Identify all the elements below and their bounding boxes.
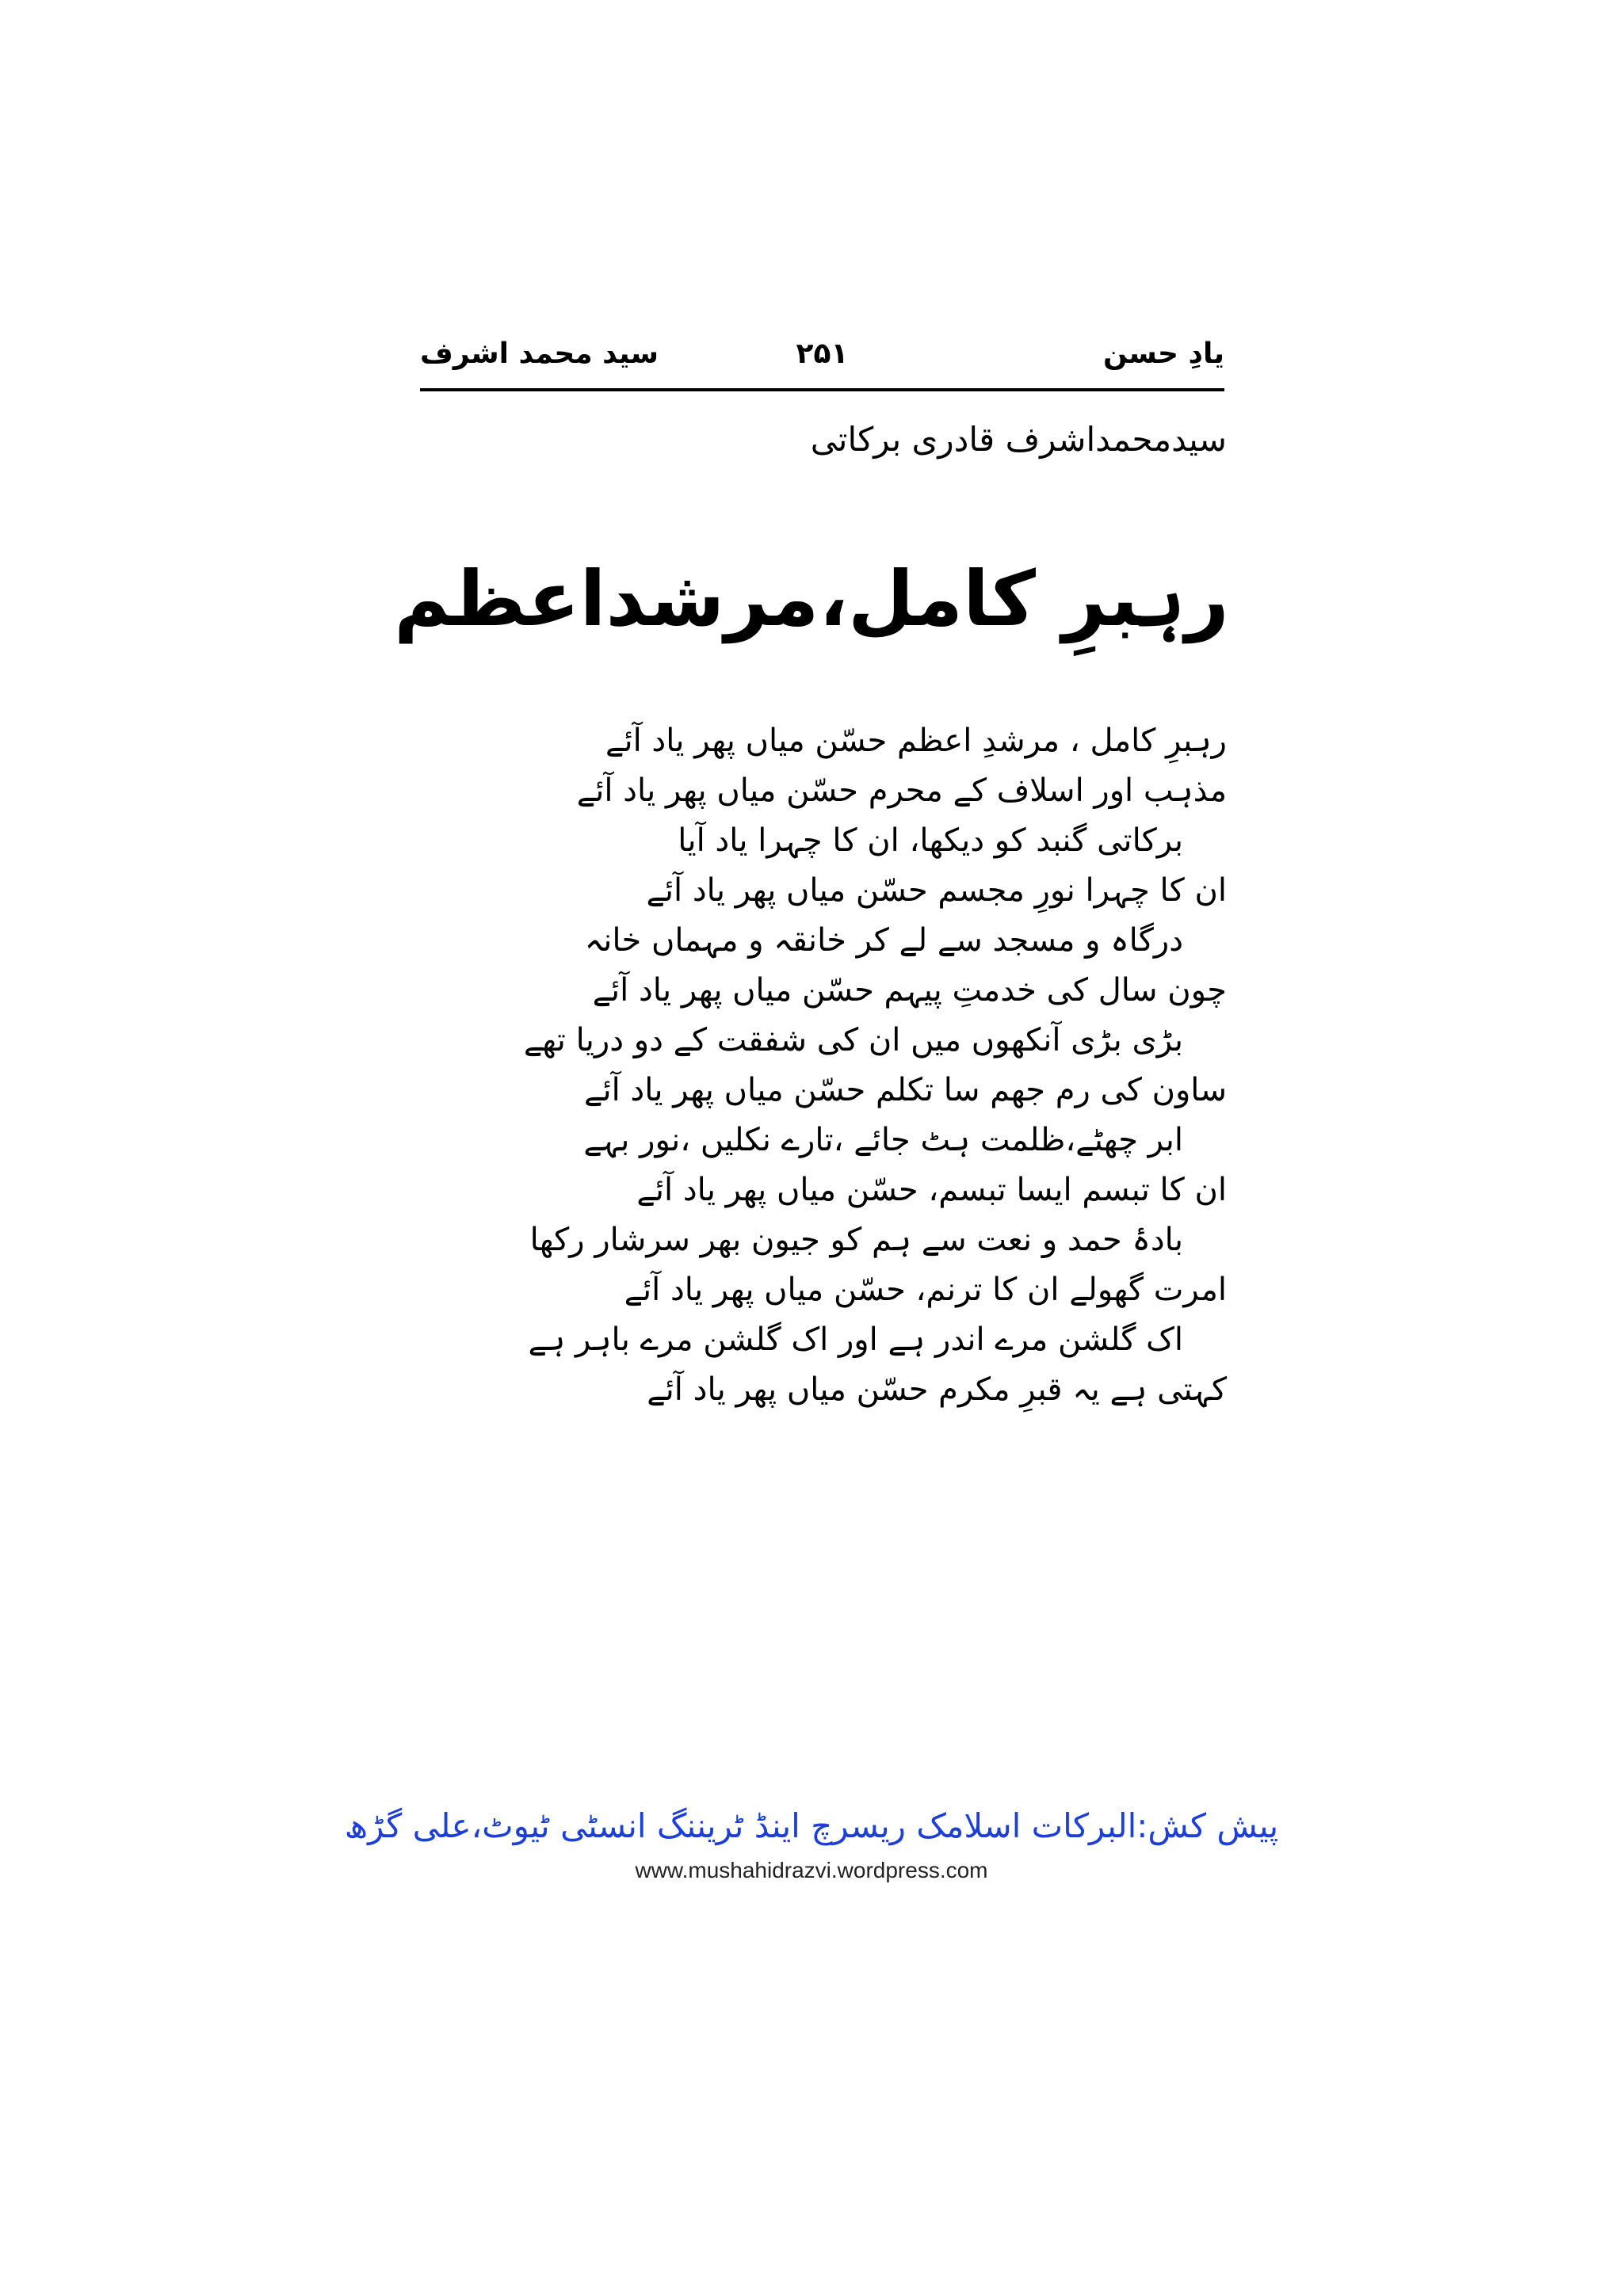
verse-line: ان کا چہرا نورِ مجسم حسّن میاں پھر یاد آئے (646, 872, 1227, 909)
verse-line: چون سال کی خدمتِ پیہم حسّن میاں پھر یاد آئے (592, 972, 1227, 1009)
verse-line: کہتی ہے یہ قبرِ مکرم حسّن میاں پھر یاد آئے (647, 1371, 1227, 1408)
verse-line: ساون کی رم جھم سا تکلم حسّن میاں پھر یاد آئے (584, 1072, 1227, 1108)
poem-title: رہبرِ کامل،مرشداعظم (394, 555, 1229, 643)
page-number: ۲۵۱ (796, 338, 849, 370)
verse-line: ابر چھٹے،ظلمت ہٹ جائے ،تارے نکلیں ،نور بہے (583, 1122, 1183, 1158)
website-url: www.mushahidrazvi.wordpress.com (635, 1858, 988, 1882)
verse-line: ان کا تبسم ایسا تبسم، حسّن میاں پھر یاد آئے (636, 1172, 1227, 1208)
verse-line: امرت گھولے ان کا ترنم، حسّن میاں پھر یاد آئے (624, 1272, 1227, 1308)
verse-line: اک گلشن مرے اندر ہے اور اک گلشن مرے باہر ہے (528, 1322, 1183, 1358)
verse-line: بڑی بڑی آنکھوں میں ان کی شفقت کے دو دریا تھے (523, 1022, 1183, 1058)
publisher-credit: پیش کش:البرکات اسلامک ریسرچ اینڈ ٹریننگ انسٹی ٹیوٹ،علی گڑھ (344, 1806, 1279, 1845)
verse-line: مذہب اور اسلاف کے محرم حسّن میاں پھر یاد آئے (576, 772, 1227, 809)
verse-line: رہبرِ کامل ، مرشدِ اعظم حسّن میاں پھر یاد آئے (605, 723, 1227, 759)
verse-line: درگاہ و مسجد سے لے کر خانقہ و مہماں خانہ (584, 922, 1183, 959)
running-header (420, 338, 1224, 393)
book-title: یادِ حسن (1102, 338, 1224, 370)
header-author: سید محمد اشرف (420, 338, 659, 370)
verse-line: برکاتی گنبد کو دیکھا، ان کا چہرا یاد آیا (678, 822, 1183, 859)
poem-byline: سیدمحمداشرف قادری برکاتی (810, 420, 1227, 459)
header-rule (420, 388, 1224, 391)
poem-body (474, 717, 1227, 1416)
verse-line: بادۂ حمد و نعت سے ہم کو جیون بھر سرشار رکھا (529, 1222, 1183, 1258)
